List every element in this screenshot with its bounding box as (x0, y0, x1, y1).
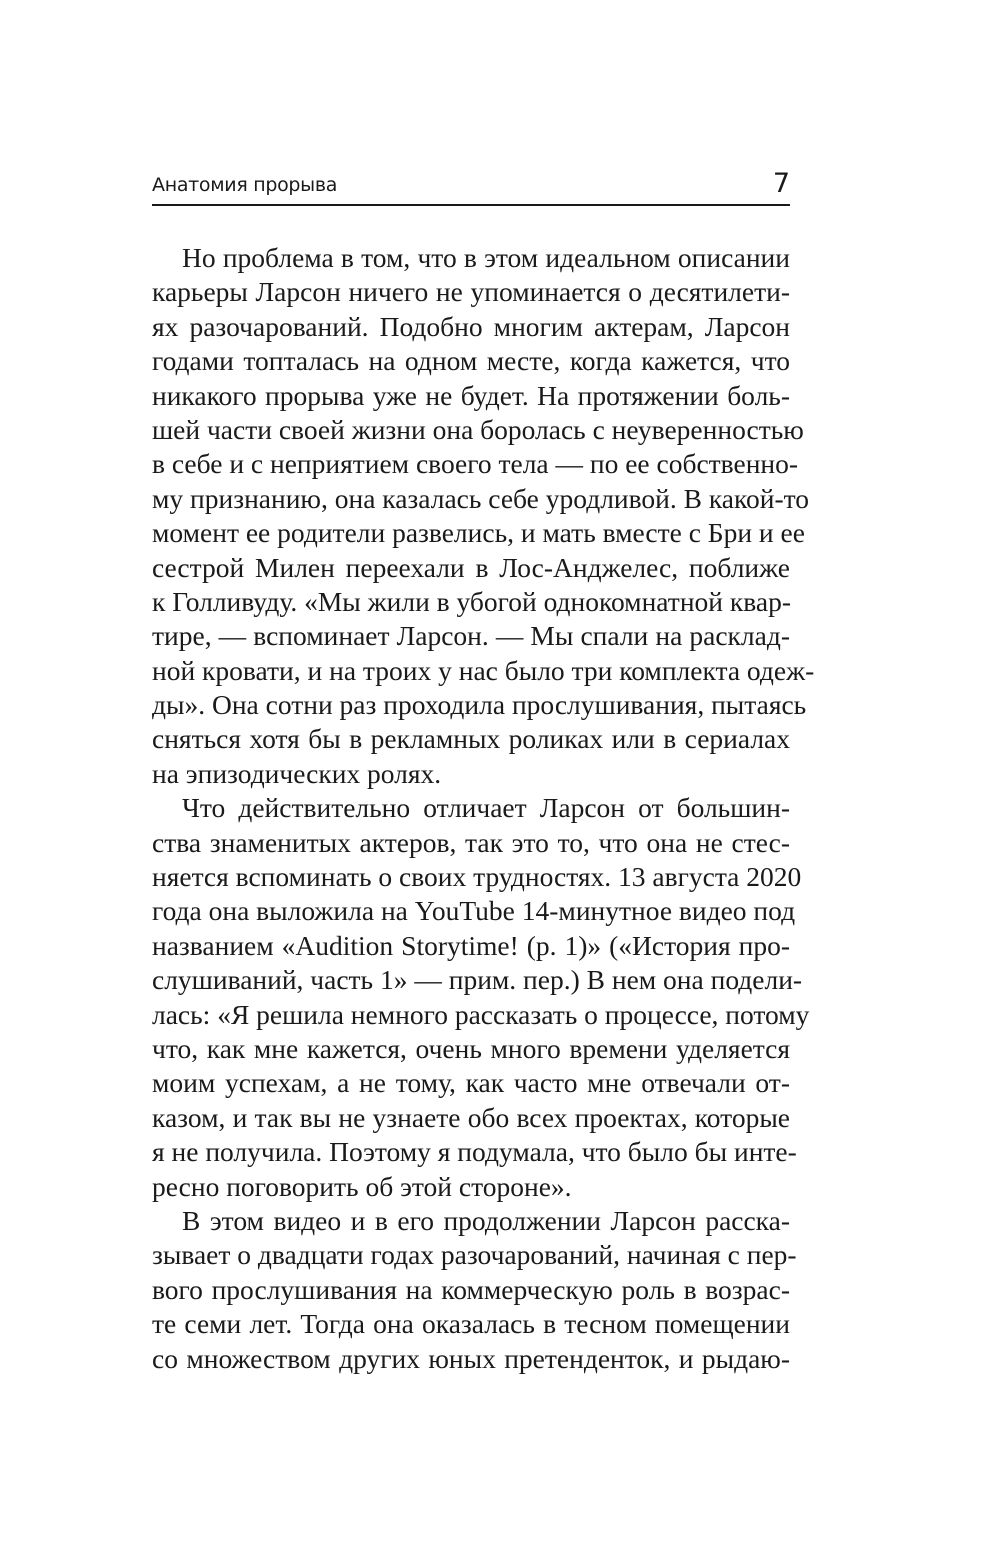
text-line: со множеством других юных претенденток, и рыдаю- (152, 1342, 790, 1374)
text-line: годами топталась на одном месте, когда кажется, что (152, 345, 790, 377)
text-line: зывает о двадцати годах разочарований, начиная с пер- (152, 1239, 797, 1271)
text-line: на эпизодических ролях. (152, 757, 442, 789)
paragraph (152, 791, 810, 1204)
text-line: ства знаменитых актеров, так это то, что она не стес- (152, 826, 790, 858)
running-header (152, 168, 790, 206)
page-body (152, 241, 815, 1376)
text-line: шей части своей жизни она боролась с неуверенностью (152, 413, 804, 445)
text-line: что, как мне кажется, очень много времени уделяется (152, 1032, 790, 1064)
text-line: года она выложила на YouTube 14-минутное видео под (152, 895, 796, 927)
text-line: те семи лет. Тогда она оказалась в тесном помещении (152, 1308, 790, 1340)
text-line: му признанию, она казалась себе уродливой. В какой-то (152, 482, 810, 514)
text-line: казом, и так вы не узнаете обо всех проектах, которые (152, 1101, 790, 1133)
text-line: няется вспоминать о своих трудностях. 13 августа 2020 (152, 861, 802, 893)
text-line: сняться хотя бы в рекламных роликах или в сериалах (152, 723, 790, 755)
text-line: лась: «Я решила немного рассказать о процессе, потому (152, 998, 810, 1030)
text-line: ях разочарований. Подобно многим актерам, Ларсон (152, 310, 790, 342)
text-line: названием «Audition Storytime! (p. 1)» («История про- (152, 929, 790, 961)
text-line: тире, — вспоминает Ларсон. — Мы спали на расклад- (152, 620, 790, 652)
page-number: 7 (772, 168, 790, 199)
text-line: моим успехам, а не тому, как часто мне отвечали от- (152, 1067, 790, 1099)
text-line: Что действительно отличает Ларсон от большин- (182, 792, 790, 824)
running-title: Анатомия прорыва (152, 174, 338, 196)
paragraph (152, 1204, 797, 1376)
text-line: ной кровати, и на троих у нас было три комплекта одеж- (152, 654, 815, 686)
text-line: никакого прорыва уже не будет. На протяжении боль- (152, 379, 790, 411)
text-line: В этом видео и в его продолжении Ларсон расска- (182, 1204, 790, 1236)
text-line: ды». Она сотни раз проходила прослушивания, пытаясь (152, 689, 807, 721)
text-line: момент ее родители развелись, и мать вместе с Бри и ее (152, 517, 805, 549)
text-line: вого прослушивания на коммерческую роль в возрас- (152, 1273, 790, 1305)
paragraph (152, 241, 815, 791)
text-line: к Голливуду. «Мы жили в убогой однокомнатной квар- (152, 585, 791, 617)
text-line: в себе и с неприятием своего тела — по ее собственно- (152, 448, 799, 480)
text-line: Но проблема в том, что в этом идеальном описании (182, 242, 790, 273)
text-line: я не получила. Поэтому я подумала, что было бы инте- (152, 1136, 797, 1168)
text-line: сестрой Милен переехали в Лос-Анджелес, поближе (152, 551, 790, 583)
text-line: карьеры Ларсон ничего не упоминается о десятилети- (152, 276, 790, 308)
text-line: ресно поговорить об этой стороне». (152, 1170, 572, 1202)
text-line: слушиваний, часть 1» — прим. пер.) В нем она подели- (152, 964, 803, 996)
